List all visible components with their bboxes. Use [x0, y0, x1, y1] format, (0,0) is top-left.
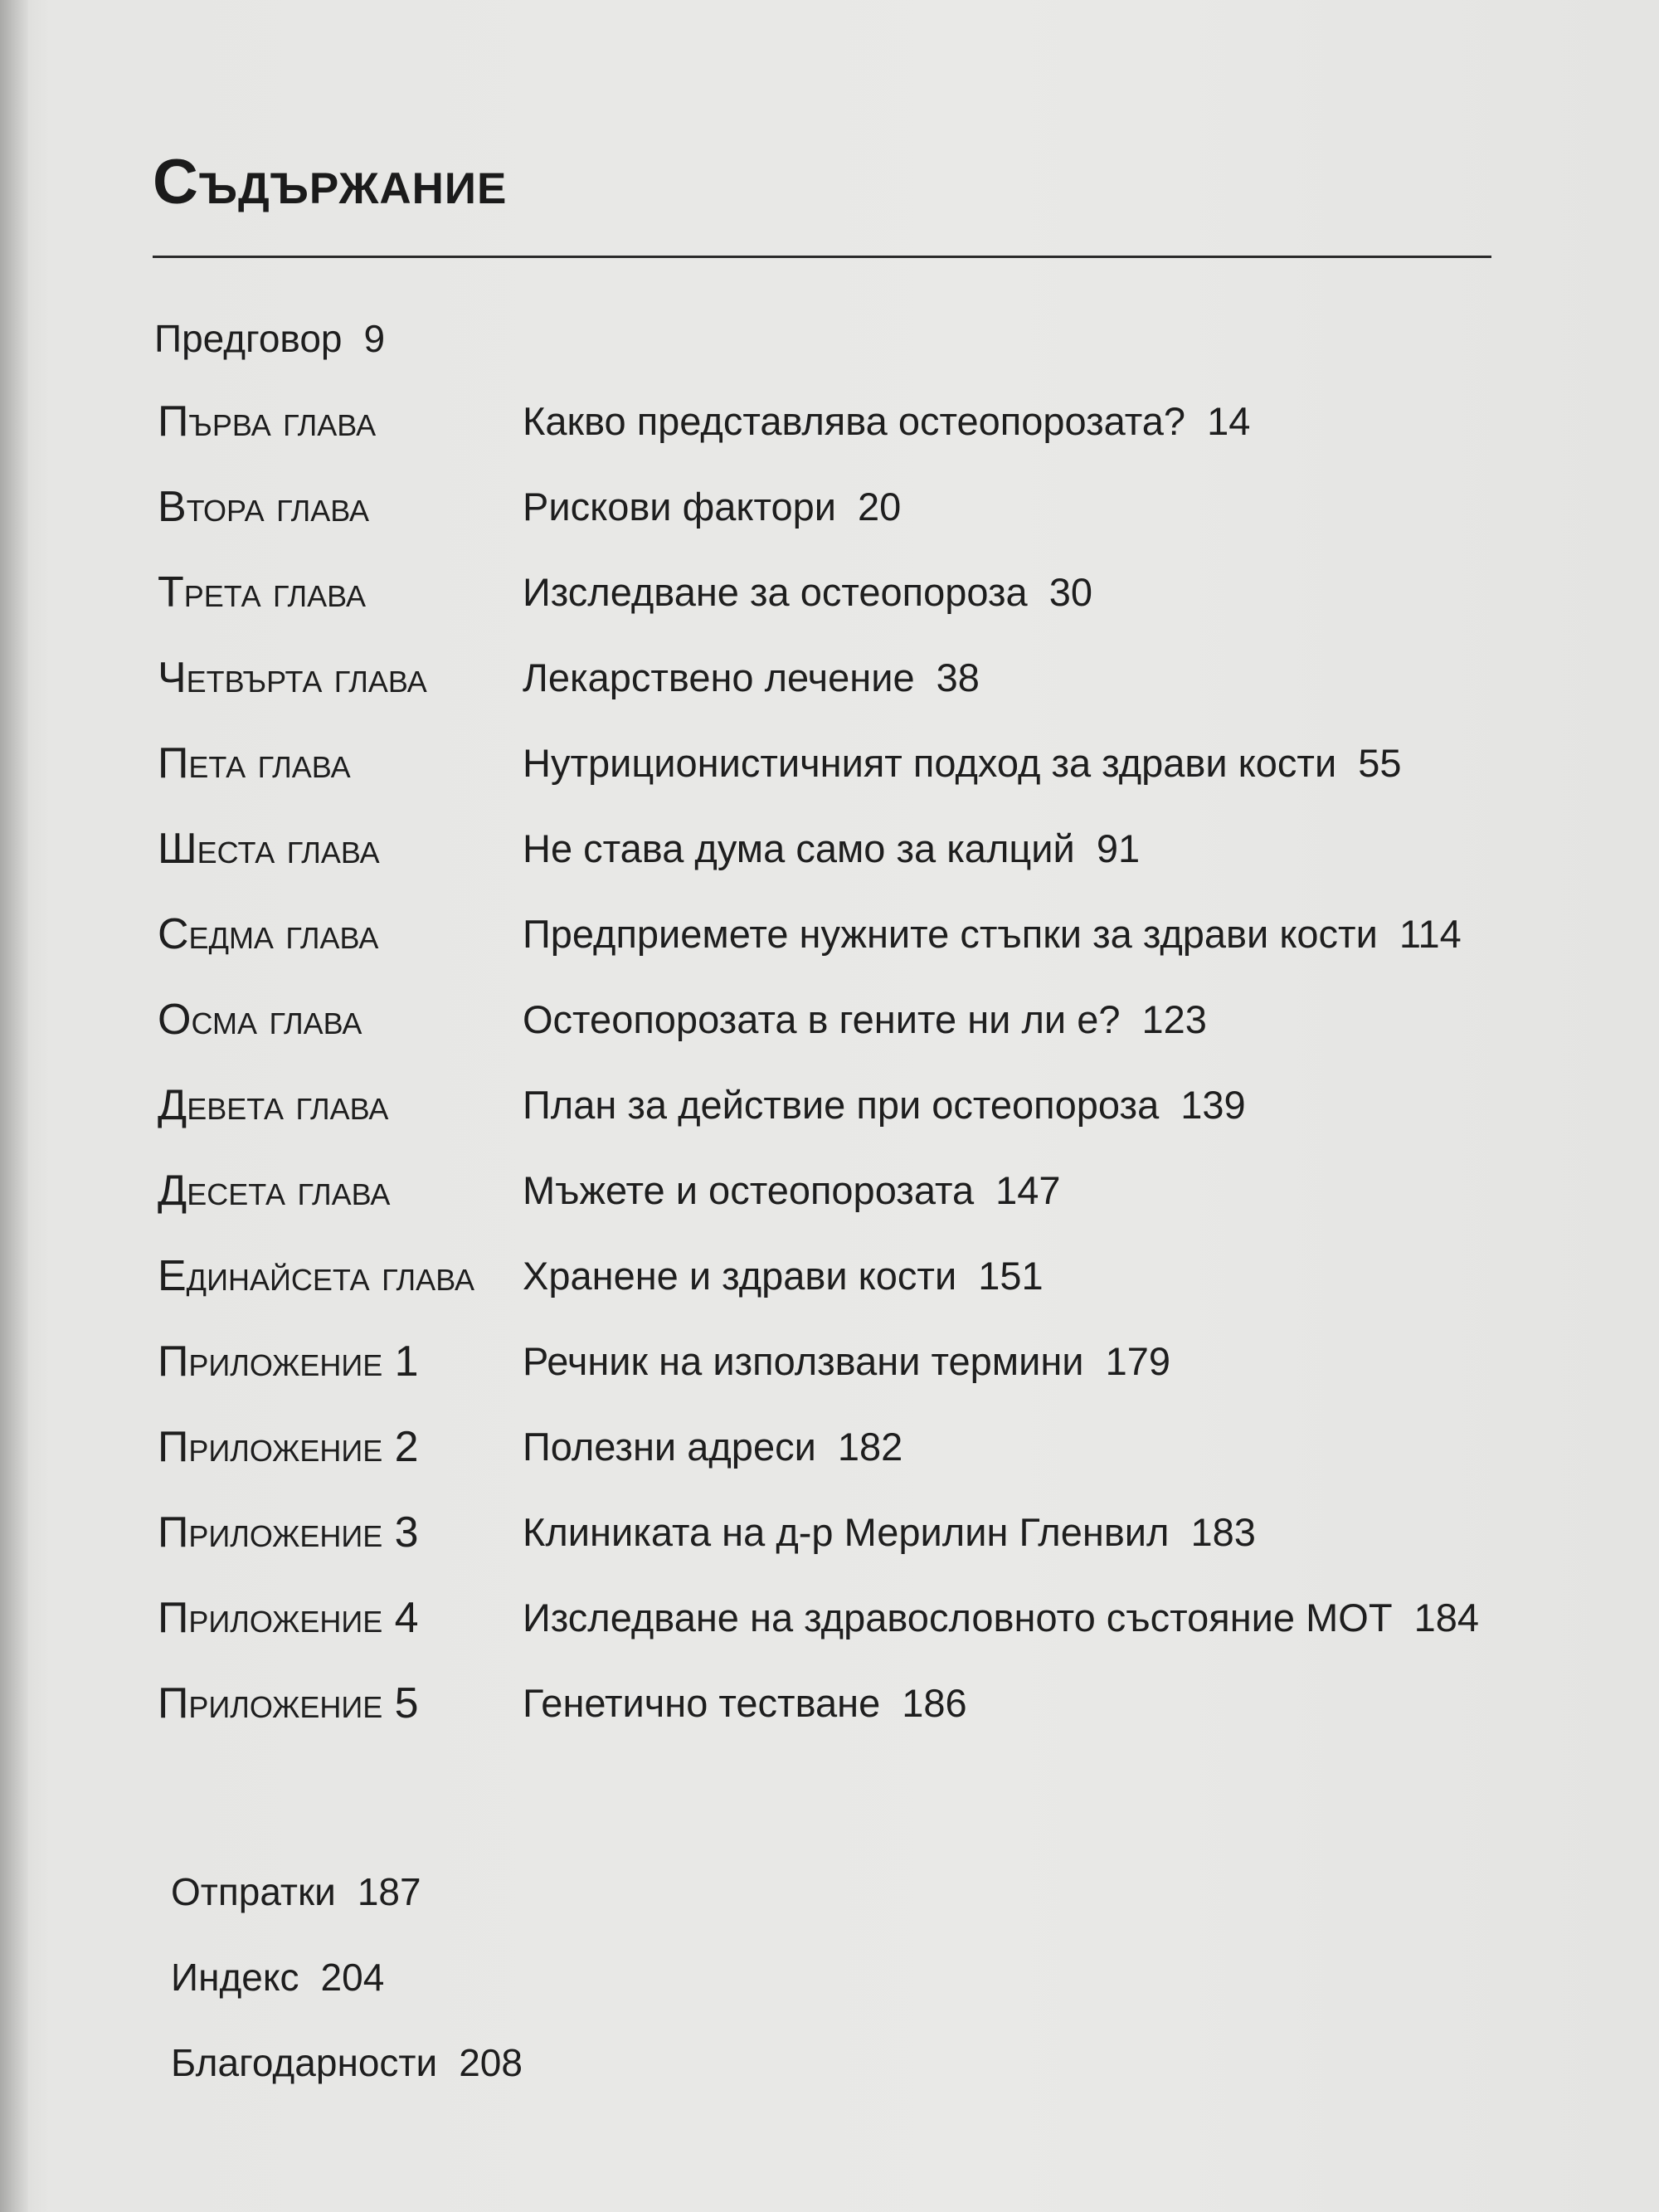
chapter-label: Трета глава: [158, 568, 366, 616]
chapter-label: Девета глава: [158, 1081, 389, 1129]
appendix-page: 186: [902, 1681, 967, 1725]
chapter-page: 139: [1180, 1083, 1246, 1127]
toc-entry-chapter: [0, 559, 1659, 626]
appendix-page: 182: [837, 1425, 903, 1469]
toc-entry-chapter: [0, 645, 1659, 711]
toc-entry-chapter: [0, 388, 1659, 455]
toc-entry-chapter: [0, 730, 1659, 797]
chapter-page: 123: [1141, 997, 1207, 1041]
toc-entry-back-matter: [0, 1944, 1659, 2010]
entry-page: 9: [363, 317, 386, 360]
chapter-title: Остеопорозата в гените ни ли е?: [523, 997, 1121, 1041]
back-matter-label: Индекс: [171, 1956, 299, 1999]
chapter-label: Четвърта глава: [158, 654, 427, 702]
chapter-page: 91: [1096, 826, 1141, 870]
chapter-page: 147: [995, 1168, 1061, 1212]
appendix-label: Приложение 1: [158, 1337, 419, 1386]
entry-label: Предговор: [154, 317, 343, 360]
appendix-page: 179: [1105, 1339, 1170, 1383]
appendix-label: Приложение 5: [158, 1679, 419, 1727]
page-title: Съдържание: [153, 147, 508, 217]
toc-entry-chapter: [0, 474, 1659, 540]
chapter-label: Десета глава: [158, 1167, 391, 1215]
toc-entry-back-matter: [0, 2029, 1659, 2096]
chapter-title: Лекарствено лечение: [523, 655, 915, 699]
toc-entry-chapter: [0, 987, 1659, 1053]
chapter-label: Единайсета глава: [158, 1252, 475, 1300]
chapter-page: 20: [858, 485, 902, 529]
chapter-label: Осма глава: [158, 996, 362, 1044]
appendix-title: Генетично тестване: [523, 1681, 881, 1725]
appendix-label: Приложение 2: [158, 1423, 419, 1471]
chapter-title: Нутриционистичният подход за здрави кости: [523, 741, 1337, 785]
appendix-label: Приложение 4: [158, 1594, 419, 1642]
appendix-title: Изследване на здравословното състояние МОТ: [523, 1596, 1393, 1640]
chapter-title: Предприемете нужните стъпки за здрави кости: [523, 912, 1378, 956]
appendix-title: Клиниката на д-р Мерилин Гленвил: [523, 1510, 1170, 1554]
chapter-page: 151: [978, 1254, 1044, 1298]
toc-entry-appendix: [0, 1414, 1659, 1480]
chapter-label: Седма глава: [158, 910, 379, 958]
toc-entry-chapter: [0, 816, 1659, 882]
toc-entry-preface: [0, 305, 1659, 372]
chapter-label: Шеста глава: [158, 825, 380, 873]
chapter-label: Втора глава: [158, 483, 370, 531]
chapter-title: План за действие при остеопороза: [523, 1083, 1160, 1127]
appendix-title: Полезни адреси: [523, 1425, 816, 1469]
chapter-label: Първа глава: [158, 397, 377, 446]
chapter-page: 14: [1207, 399, 1251, 443]
toc-entry-appendix: [0, 1499, 1659, 1566]
toc-entry-chapter: [0, 1072, 1659, 1138]
toc-entry-chapter: [0, 1157, 1659, 1224]
back-matter-label: Благодарности: [171, 2041, 438, 2084]
toc-entry-appendix: [0, 1670, 1659, 1737]
back-matter-page: 187: [357, 1870, 421, 1913]
toc-entry-chapter: [0, 1243, 1659, 1309]
toc-entry-chapter: [0, 901, 1659, 967]
chapter-title: Изследване за остеопороза: [523, 570, 1028, 614]
appendix-page: 184: [1413, 1596, 1479, 1640]
chapter-title: Рискови фактори: [523, 485, 837, 529]
toc-entry-appendix: [0, 1328, 1659, 1395]
back-matter-label: Отпратки: [171, 1870, 336, 1913]
back-matter-page: 204: [320, 1956, 385, 1999]
chapter-page: 55: [1358, 741, 1402, 785]
toc-entry-appendix: [0, 1585, 1659, 1651]
chapter-title: Мъжете и остеопорозата: [523, 1168, 975, 1212]
appendix-title: Речник на използвани термини: [523, 1339, 1084, 1383]
title-rule: [153, 256, 1491, 258]
chapter-title: Не става дума само за калций: [523, 826, 1075, 870]
chapter-page: 30: [1048, 570, 1092, 614]
back-matter-page: 208: [459, 2041, 523, 2084]
appendix-label: Приложение 3: [158, 1508, 419, 1557]
appendix-page: 183: [1190, 1510, 1256, 1554]
chapter-title: Какво представлява остеопорозата?: [523, 399, 1186, 443]
chapter-page: 38: [936, 655, 980, 699]
chapter-title: Хранене и здрави кости: [523, 1254, 957, 1298]
chapter-page: 114: [1399, 912, 1462, 956]
toc-entry-back-matter: [0, 1859, 1659, 1925]
chapter-label: Пета глава: [158, 739, 351, 787]
